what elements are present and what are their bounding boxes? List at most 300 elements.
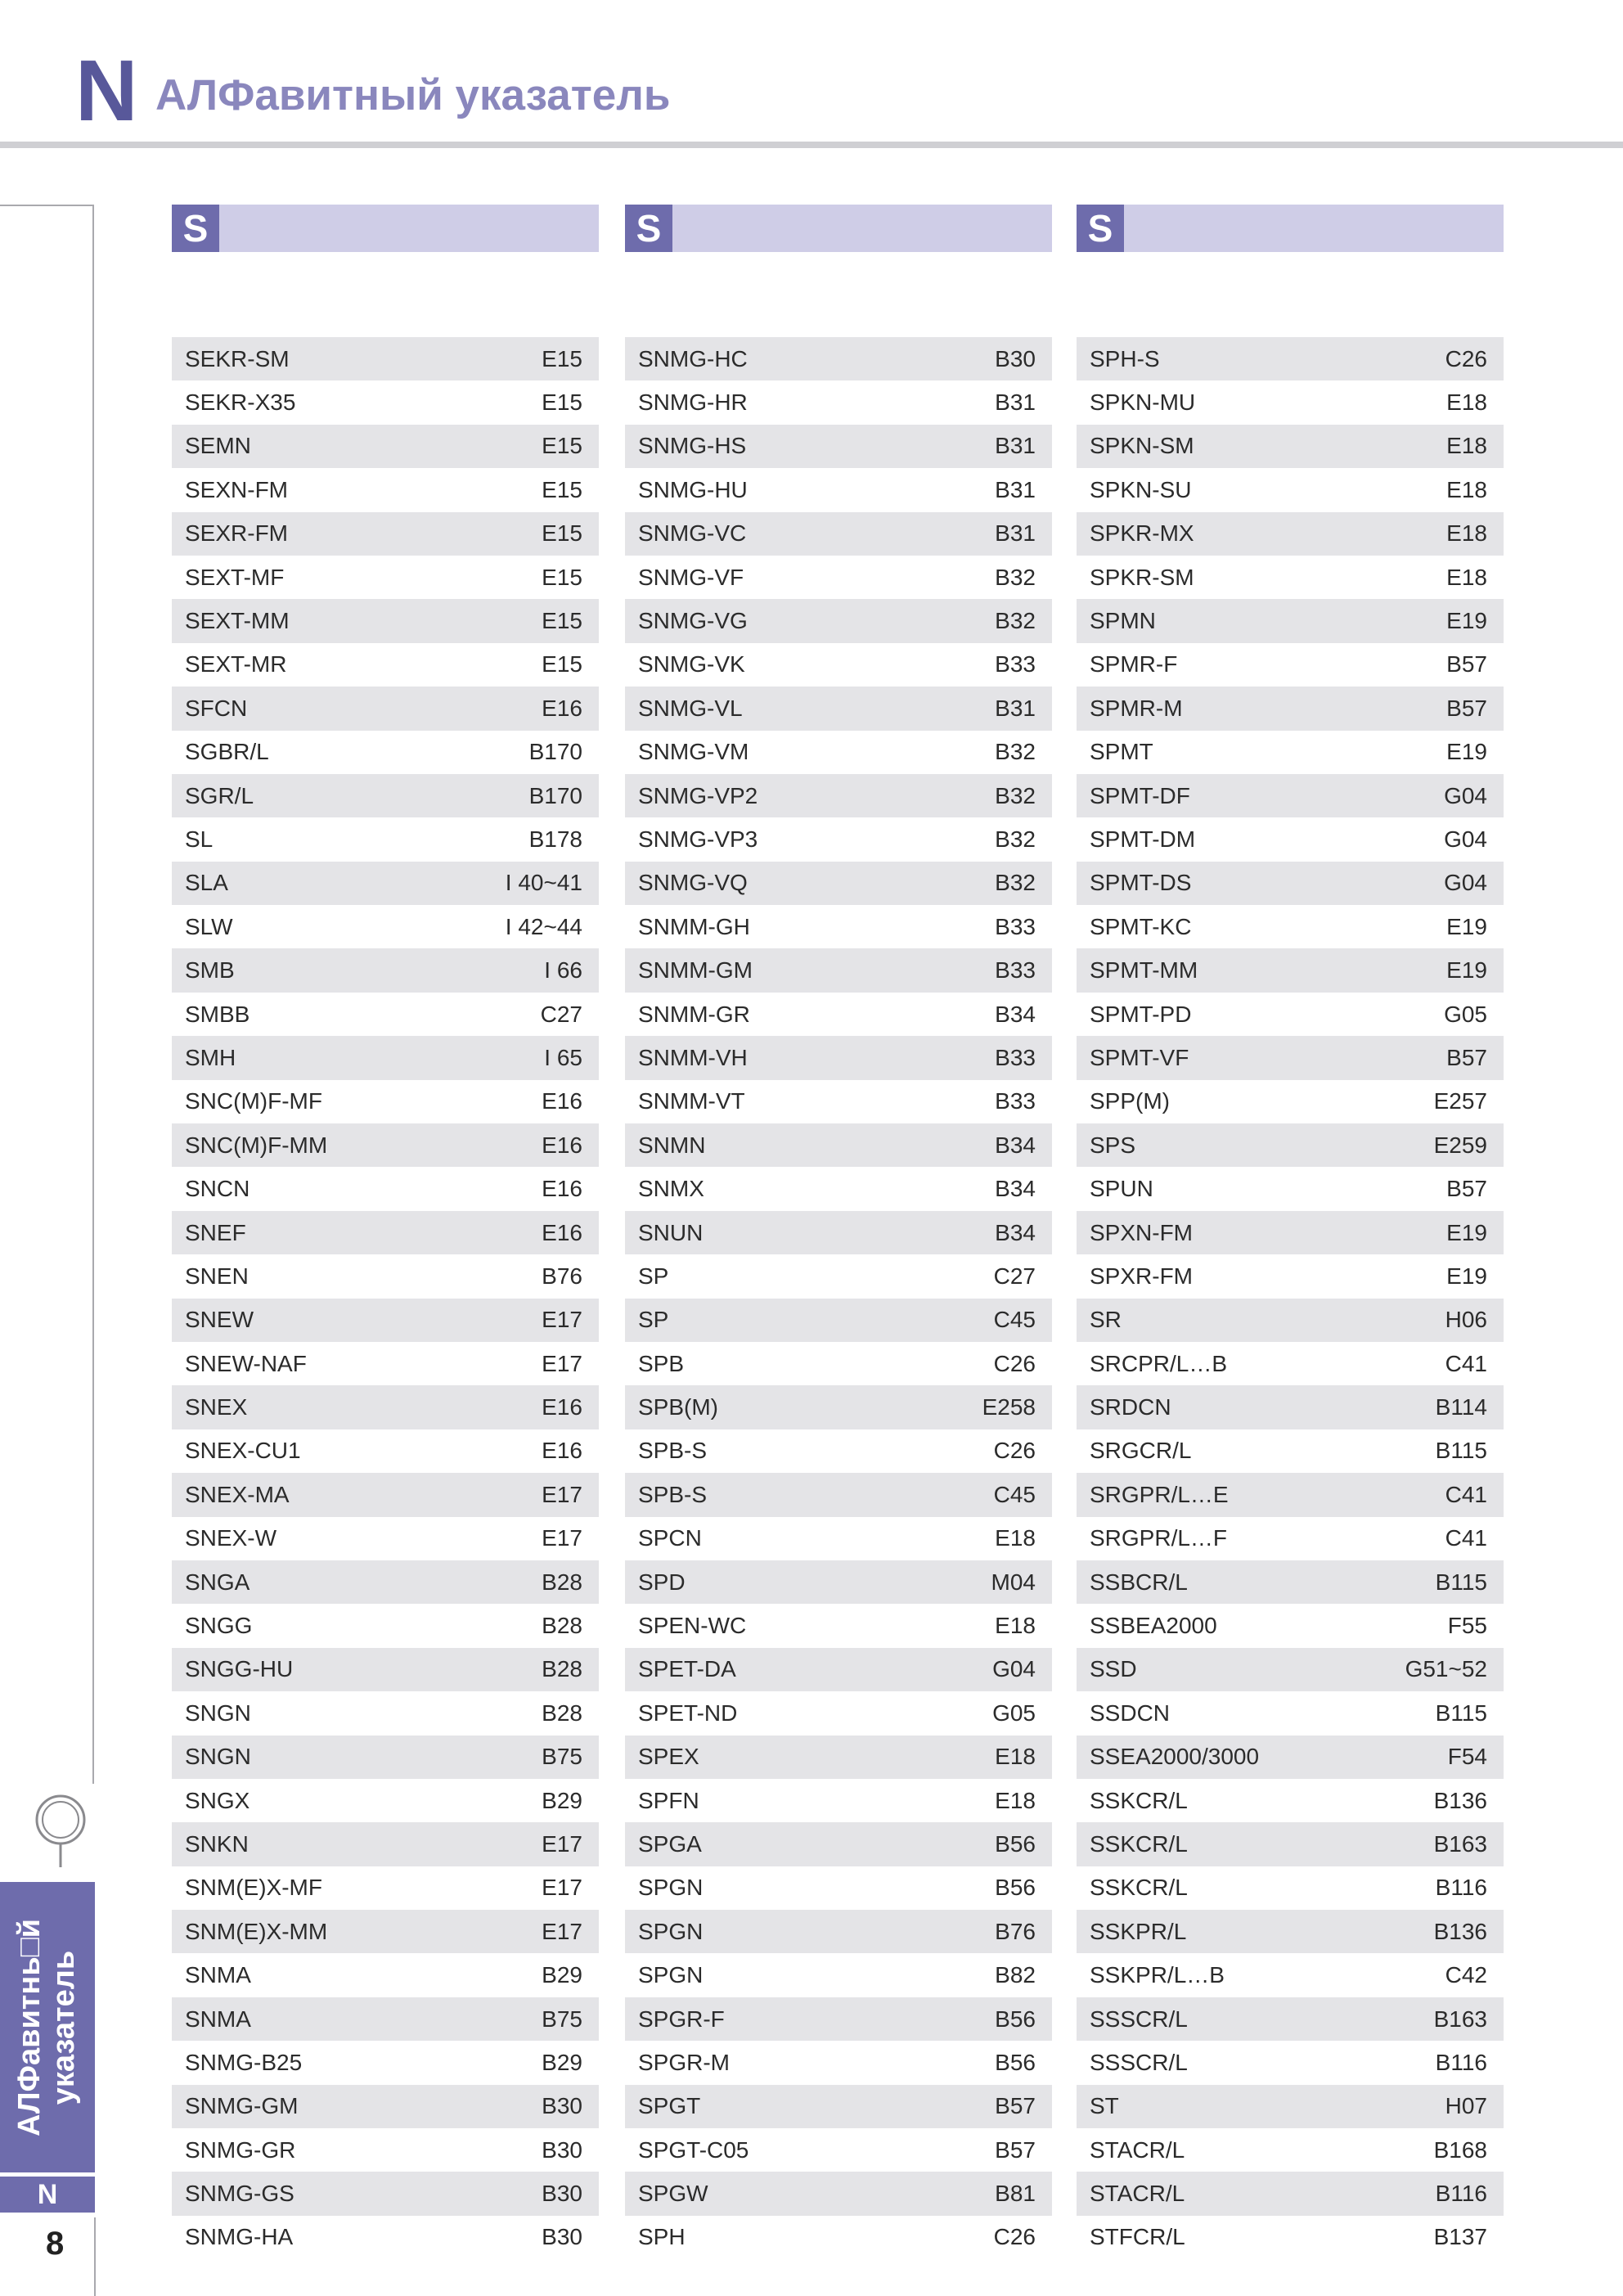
entry-page-ref: B32 bbox=[995, 608, 1036, 634]
entry-page-ref: B81 bbox=[995, 2181, 1036, 2207]
entry-name: SRGPR/L…F bbox=[1090, 1525, 1228, 1551]
index-entry bbox=[172, 1997, 599, 2041]
entry-page-ref: G04 bbox=[1444, 870, 1487, 896]
entry-page-ref: E17 bbox=[542, 1350, 582, 1376]
entry-page-ref: C45 bbox=[993, 1307, 1036, 1333]
entry-page-ref: E15 bbox=[542, 608, 582, 634]
index-entry bbox=[172, 1648, 599, 1691]
entry-page-ref: E17 bbox=[542, 1481, 582, 1507]
index-entry bbox=[172, 1736, 599, 1779]
entry-page-ref: M04 bbox=[991, 1569, 1036, 1595]
index-entry bbox=[625, 1648, 1052, 1691]
entry-name: SSKCR/L bbox=[1090, 1875, 1188, 1901]
entry-page-ref: C41 bbox=[1445, 1481, 1487, 1507]
section-letter: N bbox=[75, 43, 138, 139]
entry-page-ref: C27 bbox=[540, 1001, 582, 1027]
index-entry bbox=[1077, 2128, 1504, 2172]
entry-page-ref: G04 bbox=[992, 1656, 1036, 1682]
entry-name: SEKR-SM bbox=[185, 345, 290, 371]
index-entry bbox=[172, 1604, 599, 1647]
entry-page-ref: B28 bbox=[542, 1656, 582, 1682]
index-column-3 bbox=[1077, 205, 1504, 2259]
index-entry bbox=[625, 1953, 1052, 1997]
entry-name: SNMG-HR bbox=[638, 389, 748, 416]
entry-page-ref: E17 bbox=[542, 1307, 582, 1333]
entry-name: SRCPR/L…B bbox=[1090, 1350, 1228, 1376]
index-entry bbox=[172, 905, 599, 948]
sidebar-tab-label-line1: АЛФавитнь□й bbox=[12, 1918, 47, 2137]
entry-name: SNMG-GR bbox=[185, 2136, 296, 2163]
entry-page-ref: C26 bbox=[993, 1438, 1036, 1464]
index-entry bbox=[1077, 2085, 1504, 2128]
entry-name: SSSCR/L bbox=[1090, 2049, 1188, 2075]
entry-page-ref: I 65 bbox=[544, 1044, 582, 1070]
column-letter: S bbox=[1077, 205, 1124, 252]
entry-name: SNEX-MA bbox=[185, 1481, 290, 1507]
entry-name: SNKN bbox=[185, 1830, 249, 1857]
index-entry bbox=[625, 905, 1052, 948]
entry-page-ref: E15 bbox=[542, 389, 582, 416]
entry-page-ref: G04 bbox=[1444, 826, 1487, 852]
entry-name: SPMT-DF bbox=[1090, 782, 1190, 808]
entry-name: SPMT-DS bbox=[1090, 870, 1192, 896]
entry-page-ref: B56 bbox=[995, 2049, 1036, 2075]
entry-name: SEXT-MR bbox=[185, 651, 287, 678]
entry-name: SNC(M)F-MM bbox=[185, 1132, 328, 1158]
entry-page-ref: E16 bbox=[542, 1438, 582, 1464]
index-entry bbox=[625, 1123, 1052, 1167]
entry-name: SNM(E)X-MM bbox=[185, 1918, 328, 1944]
entry-name: SPMR-M bbox=[1090, 695, 1183, 721]
index-entry bbox=[172, 1342, 599, 1385]
entry-name: SEMN bbox=[185, 433, 251, 459]
index-entry bbox=[1077, 2216, 1504, 2259]
index-entry bbox=[172, 1167, 599, 1210]
entry-page-ref: B57 bbox=[1446, 651, 1487, 678]
entry-page-ref: B31 bbox=[995, 520, 1036, 547]
index-list bbox=[172, 337, 599, 2259]
entry-name: SPKN-MU bbox=[1090, 389, 1196, 416]
entry-page-ref: C26 bbox=[993, 2224, 1036, 2250]
index-entry bbox=[1077, 1779, 1504, 1822]
index-entry bbox=[1077, 1736, 1504, 1779]
entry-page-ref: B32 bbox=[995, 826, 1036, 852]
sidebar-frame bbox=[0, 205, 94, 1784]
entry-name: SNMG-VQ bbox=[638, 870, 748, 896]
index-entry bbox=[172, 993, 599, 1036]
entry-name: SNMG-VG bbox=[638, 608, 748, 634]
index-entry bbox=[1077, 1036, 1504, 1079]
entry-page-ref: G05 bbox=[992, 1699, 1036, 1726]
entry-page-ref: E16 bbox=[542, 1219, 582, 1245]
entry-page-ref: E17 bbox=[542, 1830, 582, 1857]
index-entry bbox=[1077, 2041, 1504, 2084]
entry-name: SMBB bbox=[185, 1001, 250, 1027]
entry-name: SSKCR/L bbox=[1090, 1830, 1188, 1857]
index-entry bbox=[625, 1036, 1052, 1079]
entry-page-ref: B137 bbox=[1433, 2224, 1487, 2250]
index-entry bbox=[625, 599, 1052, 642]
entry-page-ref: E18 bbox=[995, 1787, 1036, 1813]
entry-page-ref: B163 bbox=[1433, 2006, 1487, 2032]
index-entry bbox=[625, 731, 1052, 774]
index-entry bbox=[625, 2128, 1052, 2172]
index-entry bbox=[1077, 687, 1504, 730]
entry-name: STACR/L bbox=[1090, 2181, 1185, 2207]
index-entry bbox=[1077, 1517, 1504, 1560]
entry-name: ST bbox=[1090, 2093, 1119, 2119]
entry-name: SNMM-VT bbox=[638, 1088, 745, 1114]
entry-name: SNEX-W bbox=[185, 1525, 276, 1551]
index-entry bbox=[172, 643, 599, 687]
index-entry bbox=[172, 2172, 599, 2215]
entry-page-ref: B170 bbox=[528, 739, 582, 765]
entry-page-ref: I 42~44 bbox=[505, 913, 582, 939]
index-entry bbox=[172, 1080, 599, 1123]
entry-name: SPMT-DM bbox=[1090, 826, 1196, 852]
index-entry bbox=[172, 1560, 599, 1604]
entry-page-ref: F55 bbox=[1447, 1613, 1487, 1639]
index-entry bbox=[172, 1429, 599, 1473]
entry-page-ref: E15 bbox=[542, 520, 582, 547]
entry-name: SPKN-SU bbox=[1090, 476, 1192, 502]
entry-name: SNMG-HC bbox=[638, 345, 748, 371]
entry-name: SSEA2000/3000 bbox=[1090, 1744, 1260, 1770]
header-divider bbox=[0, 142, 1623, 148]
index-entry bbox=[1077, 905, 1504, 948]
entry-page-ref: B136 bbox=[1433, 1787, 1487, 1813]
entry-page-ref: B32 bbox=[995, 564, 1036, 590]
entry-page-ref: G05 bbox=[1444, 1001, 1487, 1027]
entry-name: SP bbox=[638, 1263, 669, 1289]
index-entry bbox=[625, 1385, 1052, 1429]
entry-name: SNMN bbox=[638, 1132, 706, 1158]
entry-page-ref: I 40~41 bbox=[505, 870, 582, 896]
index-entry bbox=[625, 817, 1052, 861]
entry-page-ref: E18 bbox=[995, 1525, 1036, 1551]
index-entry bbox=[172, 2085, 599, 2128]
entry-name: SNMG-VL bbox=[638, 695, 743, 721]
entry-page-ref: B31 bbox=[995, 476, 1036, 502]
index-entry bbox=[1077, 1560, 1504, 1604]
entry-page-ref: E18 bbox=[1446, 564, 1487, 590]
entry-name: SPGW bbox=[638, 2181, 708, 2207]
sidebar-tab bbox=[0, 1882, 95, 2172]
entry-page-ref: E15 bbox=[542, 476, 582, 502]
sidebar-tab-label-line2: указатель bbox=[47, 1950, 81, 2105]
index-entry bbox=[1077, 599, 1504, 642]
entry-page-ref: B31 bbox=[995, 695, 1036, 721]
index-entry bbox=[172, 512, 599, 556]
entry-name: SPKN-SM bbox=[1090, 433, 1194, 459]
entry-page-ref: G51~52 bbox=[1405, 1656, 1487, 1682]
entry-name: SNEX bbox=[185, 1394, 248, 1420]
entry-name: SPFN bbox=[638, 1787, 699, 1813]
entry-page-ref: B170 bbox=[528, 782, 582, 808]
index-entry bbox=[1077, 468, 1504, 511]
entry-name: SNMG-B25 bbox=[185, 2049, 303, 2075]
entry-page-ref: B32 bbox=[995, 870, 1036, 896]
entry-name: SPMT-VF bbox=[1090, 1044, 1189, 1070]
index-entry bbox=[625, 380, 1052, 424]
index-entry bbox=[625, 687, 1052, 730]
entry-page-ref: B28 bbox=[542, 1699, 582, 1726]
entry-page-ref: B136 bbox=[1433, 1918, 1487, 1944]
entry-page-ref: B116 bbox=[1435, 2049, 1487, 2075]
entry-page-ref: E19 bbox=[1446, 1263, 1487, 1289]
column-header bbox=[172, 205, 599, 252]
entry-name: SNMG-GM bbox=[185, 2093, 299, 2119]
entry-name: SPGR-M bbox=[638, 2049, 730, 2075]
entry-name: SNMG-VF bbox=[638, 564, 744, 590]
entry-name: SP bbox=[638, 1307, 669, 1333]
entry-page-ref: B28 bbox=[542, 1569, 582, 1595]
entry-name: SPGN bbox=[638, 1875, 704, 1901]
page-number: 8 bbox=[46, 2226, 65, 2262]
index-entry bbox=[625, 774, 1052, 817]
entry-page-ref: G04 bbox=[1444, 782, 1487, 808]
index-entry bbox=[172, 774, 599, 817]
entry-name: SNMA bbox=[185, 1962, 251, 1988]
index-entry bbox=[172, 1822, 599, 1866]
entry-name: SPXR-FM bbox=[1090, 1263, 1193, 1289]
entry-name: SNGN bbox=[185, 1744, 251, 1770]
index-entry bbox=[1077, 817, 1504, 861]
entry-name: SNMM-VH bbox=[638, 1044, 748, 1070]
entry-page-ref: B33 bbox=[995, 651, 1036, 678]
column-header bbox=[625, 205, 1052, 252]
entry-name: SNM(E)X-MF bbox=[185, 1875, 322, 1901]
entry-name: SPET-DA bbox=[638, 1656, 736, 1682]
entry-page-ref: B56 bbox=[995, 1830, 1036, 1857]
index-entry bbox=[625, 337, 1052, 380]
entry-page-ref: B29 bbox=[542, 1787, 582, 1813]
entry-page-ref: C41 bbox=[1445, 1350, 1487, 1376]
column-letter: S bbox=[625, 205, 672, 252]
index-entry bbox=[625, 1822, 1052, 1866]
index-entry bbox=[1077, 948, 1504, 992]
ring-icon bbox=[33, 1792, 88, 1874]
entry-name: SPGN bbox=[638, 1962, 704, 1988]
entry-page-ref: B178 bbox=[528, 826, 582, 852]
entry-page-ref: B29 bbox=[542, 1962, 582, 1988]
index-entry bbox=[625, 993, 1052, 1036]
entry-page-ref: C42 bbox=[1445, 1962, 1487, 1988]
entry-page-ref: E19 bbox=[1446, 608, 1487, 634]
entry-page-ref: E15 bbox=[542, 345, 582, 371]
index-entry bbox=[172, 1473, 599, 1516]
index-entry bbox=[625, 2085, 1052, 2128]
index-entry bbox=[172, 337, 599, 380]
entry-page-ref: B115 bbox=[1435, 1438, 1487, 1464]
index-entry bbox=[625, 643, 1052, 687]
entry-page-ref: B31 bbox=[995, 433, 1036, 459]
entry-name: SPKR-MX bbox=[1090, 520, 1194, 547]
index-entry bbox=[1077, 1473, 1504, 1516]
entry-name: SNMM-GM bbox=[638, 957, 753, 984]
entry-name: SNEN bbox=[185, 1263, 249, 1289]
entry-name: SNEW-NAF bbox=[185, 1350, 307, 1376]
index-entry bbox=[625, 468, 1052, 511]
index-entry bbox=[1077, 1953, 1504, 1997]
entry-page-ref: E17 bbox=[542, 1525, 582, 1551]
index-entry bbox=[1077, 1997, 1504, 2041]
index-entry bbox=[625, 1167, 1052, 1210]
index-entry bbox=[1077, 1211, 1504, 1254]
entry-page-ref: C26 bbox=[1445, 345, 1487, 371]
entry-name: SPMT-KC bbox=[1090, 913, 1192, 939]
index-entry bbox=[172, 1123, 599, 1167]
entry-name: SEXT-MM bbox=[185, 608, 290, 634]
index-entry bbox=[1077, 380, 1504, 424]
entry-page-ref: E258 bbox=[982, 1394, 1036, 1420]
index-entry bbox=[625, 948, 1052, 992]
sidebar-section-letter: N bbox=[0, 2177, 95, 2213]
entry-name: SNEF bbox=[185, 1219, 246, 1245]
entry-name: SNGG bbox=[185, 1613, 253, 1639]
entry-page-ref: B34 bbox=[995, 1176, 1036, 1202]
entry-name: SPKR-SM bbox=[1090, 564, 1194, 590]
entry-page-ref: E15 bbox=[542, 433, 582, 459]
entry-page-ref: E257 bbox=[1433, 1088, 1487, 1114]
entry-name: SLA bbox=[185, 870, 228, 896]
entry-name: SNMG-VM bbox=[638, 739, 749, 765]
entry-name: SRGCR/L bbox=[1090, 1438, 1192, 1464]
index-entry bbox=[625, 1080, 1052, 1123]
index-entry bbox=[1077, 643, 1504, 687]
index-entry bbox=[1077, 1254, 1504, 1298]
entry-name: SPEN-WC bbox=[638, 1613, 747, 1639]
entry-page-ref: B33 bbox=[995, 913, 1036, 939]
entry-name: SL bbox=[185, 826, 214, 852]
entry-page-ref: B114 bbox=[1435, 1394, 1487, 1420]
entry-page-ref: B30 bbox=[542, 2224, 582, 2250]
index-entry bbox=[1077, 1123, 1504, 1167]
entry-name: SR bbox=[1090, 1307, 1122, 1333]
entry-page-ref: B56 bbox=[995, 1875, 1036, 1901]
entry-name: SNMX bbox=[638, 1176, 704, 1202]
entry-name: SPCN bbox=[638, 1525, 702, 1551]
entry-name: SPMT-PD bbox=[1090, 1001, 1192, 1027]
index-entry bbox=[1077, 556, 1504, 599]
entry-name: SPGT bbox=[638, 2093, 701, 2119]
entry-name: SNMG-VP3 bbox=[638, 826, 758, 852]
index-list bbox=[1077, 337, 1504, 2259]
entry-page-ref: B30 bbox=[542, 2136, 582, 2163]
entry-page-ref: E17 bbox=[542, 1918, 582, 1944]
entry-name: SNGN bbox=[185, 1699, 251, 1726]
entry-name: SPS bbox=[1090, 1132, 1136, 1158]
index-entry bbox=[172, 1211, 599, 1254]
index-entry bbox=[625, 1254, 1052, 1298]
entry-page-ref: E18 bbox=[1446, 520, 1487, 547]
entry-name: SGR/L bbox=[185, 782, 254, 808]
entry-page-ref: E19 bbox=[1446, 957, 1487, 984]
entry-page-ref: B32 bbox=[995, 739, 1036, 765]
entry-name: SPH-S bbox=[1090, 345, 1160, 371]
index-entry bbox=[172, 1779, 599, 1822]
index-entry bbox=[625, 1473, 1052, 1516]
entry-page-ref: B30 bbox=[542, 2093, 582, 2119]
entry-name: SPD bbox=[638, 1569, 686, 1595]
entry-name: SNMG-HS bbox=[638, 433, 747, 459]
entry-name: SNMG-VC bbox=[638, 520, 747, 547]
entry-page-ref: F54 bbox=[1447, 1744, 1487, 1770]
entry-name: SPUN bbox=[1090, 1176, 1153, 1202]
index-entry bbox=[1077, 1822, 1504, 1866]
entry-name: SNMG-GS bbox=[185, 2181, 294, 2207]
entry-page-ref: E17 bbox=[542, 1875, 582, 1901]
index-entry bbox=[172, 862, 599, 905]
index-entry bbox=[625, 1604, 1052, 1647]
entry-name: SSKCR/L bbox=[1090, 1787, 1188, 1813]
sidebar-tab-label bbox=[13, 1919, 82, 2136]
index-entry bbox=[1077, 1385, 1504, 1429]
index-entry bbox=[625, 1429, 1052, 1473]
entry-name: SMB bbox=[185, 957, 235, 984]
index-entry bbox=[172, 1385, 599, 1429]
entry-page-ref: B31 bbox=[995, 389, 1036, 416]
entry-name: STACR/L bbox=[1090, 2136, 1185, 2163]
entry-name: SNGG-HU bbox=[185, 1656, 294, 1682]
entry-page-ref: E16 bbox=[542, 1132, 582, 1158]
entry-name: SPGT-C05 bbox=[638, 2136, 749, 2163]
entry-page-ref: B33 bbox=[995, 1044, 1036, 1070]
index-entry bbox=[625, 1517, 1052, 1560]
entry-page-ref: B57 bbox=[1446, 1044, 1487, 1070]
column-header bbox=[1077, 205, 1504, 252]
entry-name: SSSCR/L bbox=[1090, 2006, 1188, 2032]
index-entry bbox=[172, 599, 599, 642]
entry-name: SRGPR/L…E bbox=[1090, 1481, 1229, 1507]
entry-page-ref: E18 bbox=[1446, 389, 1487, 416]
index-entry bbox=[1077, 1167, 1504, 1210]
entry-name: SNGX bbox=[185, 1787, 250, 1813]
index-entry bbox=[172, 687, 599, 730]
index-list bbox=[625, 337, 1052, 2259]
entry-page-ref: B34 bbox=[995, 1132, 1036, 1158]
index-entry bbox=[1077, 1299, 1504, 1342]
index-entry bbox=[172, 468, 599, 511]
entry-name: SNEW bbox=[185, 1307, 254, 1333]
entry-page-ref: B75 bbox=[542, 2006, 582, 2032]
entry-name: SEXT-MF bbox=[185, 564, 285, 590]
index-entry bbox=[1077, 2172, 1504, 2215]
entry-page-ref: C41 bbox=[1445, 1525, 1487, 1551]
entry-page-ref: E19 bbox=[1446, 739, 1487, 765]
index-entry bbox=[1077, 1604, 1504, 1647]
entry-name: SSBCR/L bbox=[1090, 1569, 1188, 1595]
entry-page-ref: B34 bbox=[995, 1001, 1036, 1027]
index-entry bbox=[1077, 425, 1504, 468]
index-entry bbox=[625, 1211, 1052, 1254]
entry-page-ref: E15 bbox=[542, 651, 582, 678]
index-entry bbox=[172, 1866, 599, 1910]
index-entry bbox=[172, 380, 599, 424]
index-entry bbox=[625, 1910, 1052, 1953]
entry-page-ref: C45 bbox=[993, 1481, 1036, 1507]
index-entry bbox=[625, 2216, 1052, 2259]
entry-name: SNCN bbox=[185, 1176, 250, 1202]
index-entry bbox=[625, 1997, 1052, 2041]
index-entry bbox=[625, 1299, 1052, 1342]
entry-page-ref: B57 bbox=[1446, 695, 1487, 721]
index-entry bbox=[1077, 1691, 1504, 1735]
entry-page-ref: B82 bbox=[995, 1962, 1036, 1988]
index-entry bbox=[172, 948, 599, 992]
index-entry bbox=[172, 1036, 599, 1079]
index-entry bbox=[625, 1736, 1052, 1779]
